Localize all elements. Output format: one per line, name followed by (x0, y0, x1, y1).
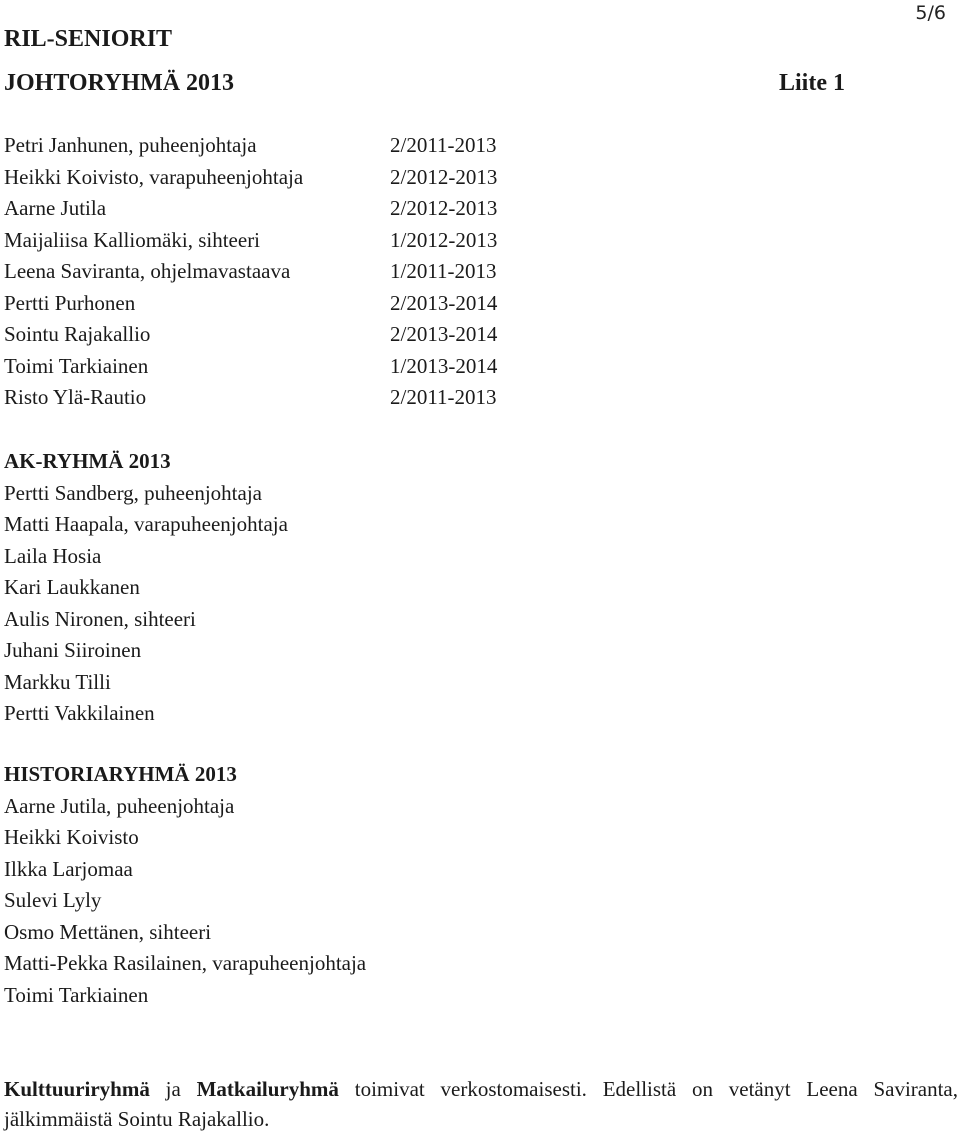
list-item: Pertti Sandberg, puheenjohtaja (4, 480, 262, 505)
ak-group-title: AK-RYHMÄ 2013 (4, 449, 171, 473)
member-row (4, 319, 524, 351)
member-row (4, 193, 524, 225)
member-term: 2/2012-2013 (390, 164, 498, 189)
list-item: Markku Tilli (4, 669, 111, 694)
member-term: 2/2012-2013 (390, 196, 498, 221)
member-term: 2/2013-2014 (390, 322, 498, 347)
member-term: 2/2011-2013 (390, 385, 497, 410)
list-item: Laila Hosia (4, 543, 102, 568)
footer-group1: Kulttuuriryhmä (4, 1077, 150, 1101)
member-name: Sointu Rajakallio (4, 322, 151, 347)
member-term: 1/2013-2014 (390, 353, 498, 378)
list-item: Matti Haapala, varapuheenjohtaja (4, 512, 288, 536)
list-item: Heikki Koivisto (4, 825, 139, 849)
list-item: Aulis Nironen, sihteeri (4, 606, 196, 631)
member-name: Petri Janhunen, puheenjohtaja (4, 133, 257, 158)
list-item: Osmo Mettänen, sihteeri (4, 919, 212, 944)
list-item: Ilkka Larjomaa (4, 856, 133, 881)
history-group-title: HISTORIARYHMÄ 2013 (4, 762, 237, 786)
footer-note (4, 1074, 958, 1134)
member-name: Heikki Koivisto, varapuheenjohtaja (4, 164, 304, 189)
member-name: Aarne Jutila (4, 196, 107, 221)
member-row (4, 256, 524, 288)
member-term: 2/2013-2014 (390, 290, 498, 315)
member-name: Toimi Tarkiainen (4, 353, 149, 378)
footer-group2: Matkailuryhmä (196, 1077, 339, 1101)
list-item: Toimi Tarkiainen (4, 982, 149, 1007)
member-name: Risto Ylä-Rautio (4, 385, 147, 410)
member-row (4, 162, 524, 194)
page-number: 5/6 (915, 2, 946, 24)
list-item: Juhani Siiroinen (4, 638, 142, 662)
member-name: Maijaliisa Kalliomäki, sihteeri (4, 227, 261, 252)
board-title: JOHTORYHMÄ 2013 (4, 70, 235, 96)
org-title: RIL-SENIORIT (4, 26, 173, 52)
list-item: Matti-Pekka Rasilainen, varapuheenjohtaja (4, 951, 367, 975)
member-term: 2/2011-2013 (390, 133, 497, 158)
member-row (4, 130, 524, 162)
list-item: Kari Laukkanen (4, 575, 140, 599)
member-name: Pertti Purhonen (4, 290, 136, 315)
footer-conj: ja (165, 1077, 181, 1101)
board-member-table (4, 130, 524, 414)
footer-text: toimivat verkostomaisesti. Edellistä on vetänyt Leena Saviranta, jälkimmäistä Sointu Rajakallio. (4, 1077, 959, 1131)
list-item: Aarne Jutila, puheenjohtaja (4, 793, 235, 818)
member-row (4, 351, 524, 383)
list-item: Sulevi Lyly (4, 888, 102, 912)
attachment-label: Liite 1 (779, 70, 845, 96)
member-row (4, 382, 524, 414)
member-row (4, 288, 524, 320)
history-group-section (4, 759, 366, 1011)
member-row (4, 225, 524, 257)
member-name: Leena Saviranta, ohjelmavastaava (4, 259, 291, 284)
ak-group-section (4, 446, 288, 730)
member-term: 1/2011-2013 (390, 259, 497, 284)
list-item: Pertti Vakkilainen (4, 701, 155, 725)
member-term: 1/2012-2013 (390, 227, 498, 252)
